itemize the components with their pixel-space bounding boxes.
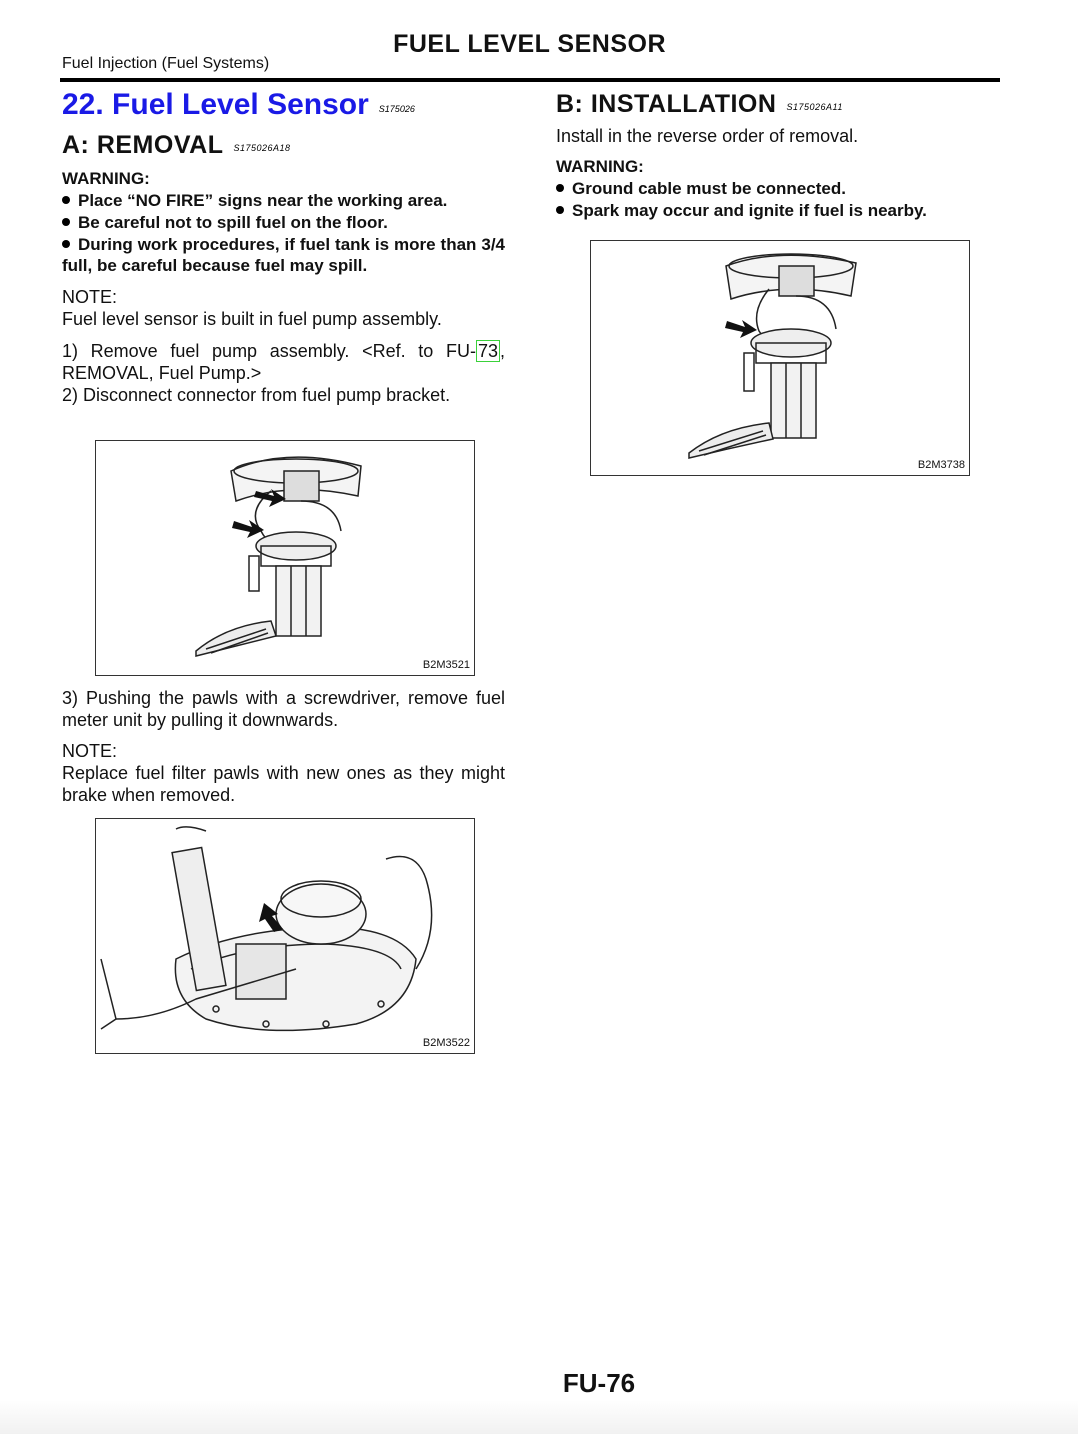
header-rule bbox=[60, 78, 1000, 82]
figure-pawl-removal bbox=[95, 818, 475, 1054]
figure-code: B2M3521 bbox=[422, 659, 470, 671]
figure-installation bbox=[590, 240, 970, 476]
step-3: 3) Pushing the pawls with a screwdriver, remove fuel meter unit by pulling it downwards. bbox=[62, 688, 505, 730]
header-section-name: Fuel Injection (Fuel Systems) bbox=[62, 55, 270, 72]
page-bottom-shade bbox=[0, 1400, 1078, 1434]
installation-warning-item: Ground cable must be connected. bbox=[556, 178, 1001, 199]
fuel-pump-illustration bbox=[96, 441, 474, 675]
removal-column bbox=[62, 131, 505, 406]
figure-code: B2M3522 bbox=[422, 1037, 470, 1049]
installation-heading bbox=[556, 90, 1001, 118]
section-code: S175026 bbox=[378, 104, 415, 114]
step-1: 1) Remove fuel pump assembly. <Ref. to FU- 73 , REMOVAL, Fuel Pump.> bbox=[62, 341, 505, 383]
figure-connector-diagram bbox=[95, 440, 475, 676]
note-label: NOTE: bbox=[62, 741, 118, 761]
bullet-icon bbox=[556, 206, 564, 214]
fuel-meter-illustration bbox=[96, 819, 474, 1053]
section-title bbox=[62, 88, 415, 122]
removal-code: S175026A18 bbox=[233, 143, 291, 153]
bullet-icon bbox=[62, 196, 70, 204]
removal-heading bbox=[62, 131, 505, 159]
figure-code: B2M3738 bbox=[917, 459, 965, 471]
note-text: Replace fuel filter pawls with new ones as they might brake when removed. bbox=[62, 763, 505, 805]
removal-heading-text: A: REMOVAL bbox=[62, 131, 224, 159]
bullet-icon bbox=[556, 184, 564, 192]
note-label: NOTE: bbox=[62, 287, 118, 307]
bullet-icon bbox=[62, 240, 70, 248]
page-reference-link[interactable]: 73 bbox=[477, 341, 498, 361]
section-title-text: 22. Fuel Level Sensor bbox=[62, 88, 369, 121]
step-2: 2) Disconnect connector from fuel pump bracket. bbox=[62, 385, 451, 405]
note-text: Fuel level sensor is built in fuel pump assembly. bbox=[62, 309, 442, 329]
installation-heading-text: B: INSTALLATION bbox=[556, 90, 777, 118]
installation-column bbox=[556, 90, 1001, 221]
installation-warning-item: Spark may occur and ignite if fuel is nearby. bbox=[556, 200, 1001, 221]
page-number: FU-76 bbox=[562, 1368, 636, 1398]
removal-warning-item: Place “NO FIRE” signs near the working area. bbox=[62, 190, 505, 211]
removal-warning-item: During work procedures, if fuel tank is more than 3/4 full, be careful because fuel may spill. bbox=[62, 235, 505, 275]
installation-intro: Install in the reverse order of removal. bbox=[556, 126, 859, 146]
removal-warning-label: WARNING: bbox=[62, 169, 150, 188]
fuel-pump-install-illustration bbox=[591, 241, 969, 475]
removal-warning-item: Be careful not to spill fuel on the floor. bbox=[62, 212, 505, 233]
installation-code: S175026A11 bbox=[786, 102, 843, 112]
removal-column-continued bbox=[62, 687, 505, 806]
header-title: FUEL LEVEL SENSOR bbox=[393, 30, 666, 58]
bullet-icon bbox=[62, 218, 70, 226]
installation-warning-label: WARNING: bbox=[556, 157, 644, 176]
